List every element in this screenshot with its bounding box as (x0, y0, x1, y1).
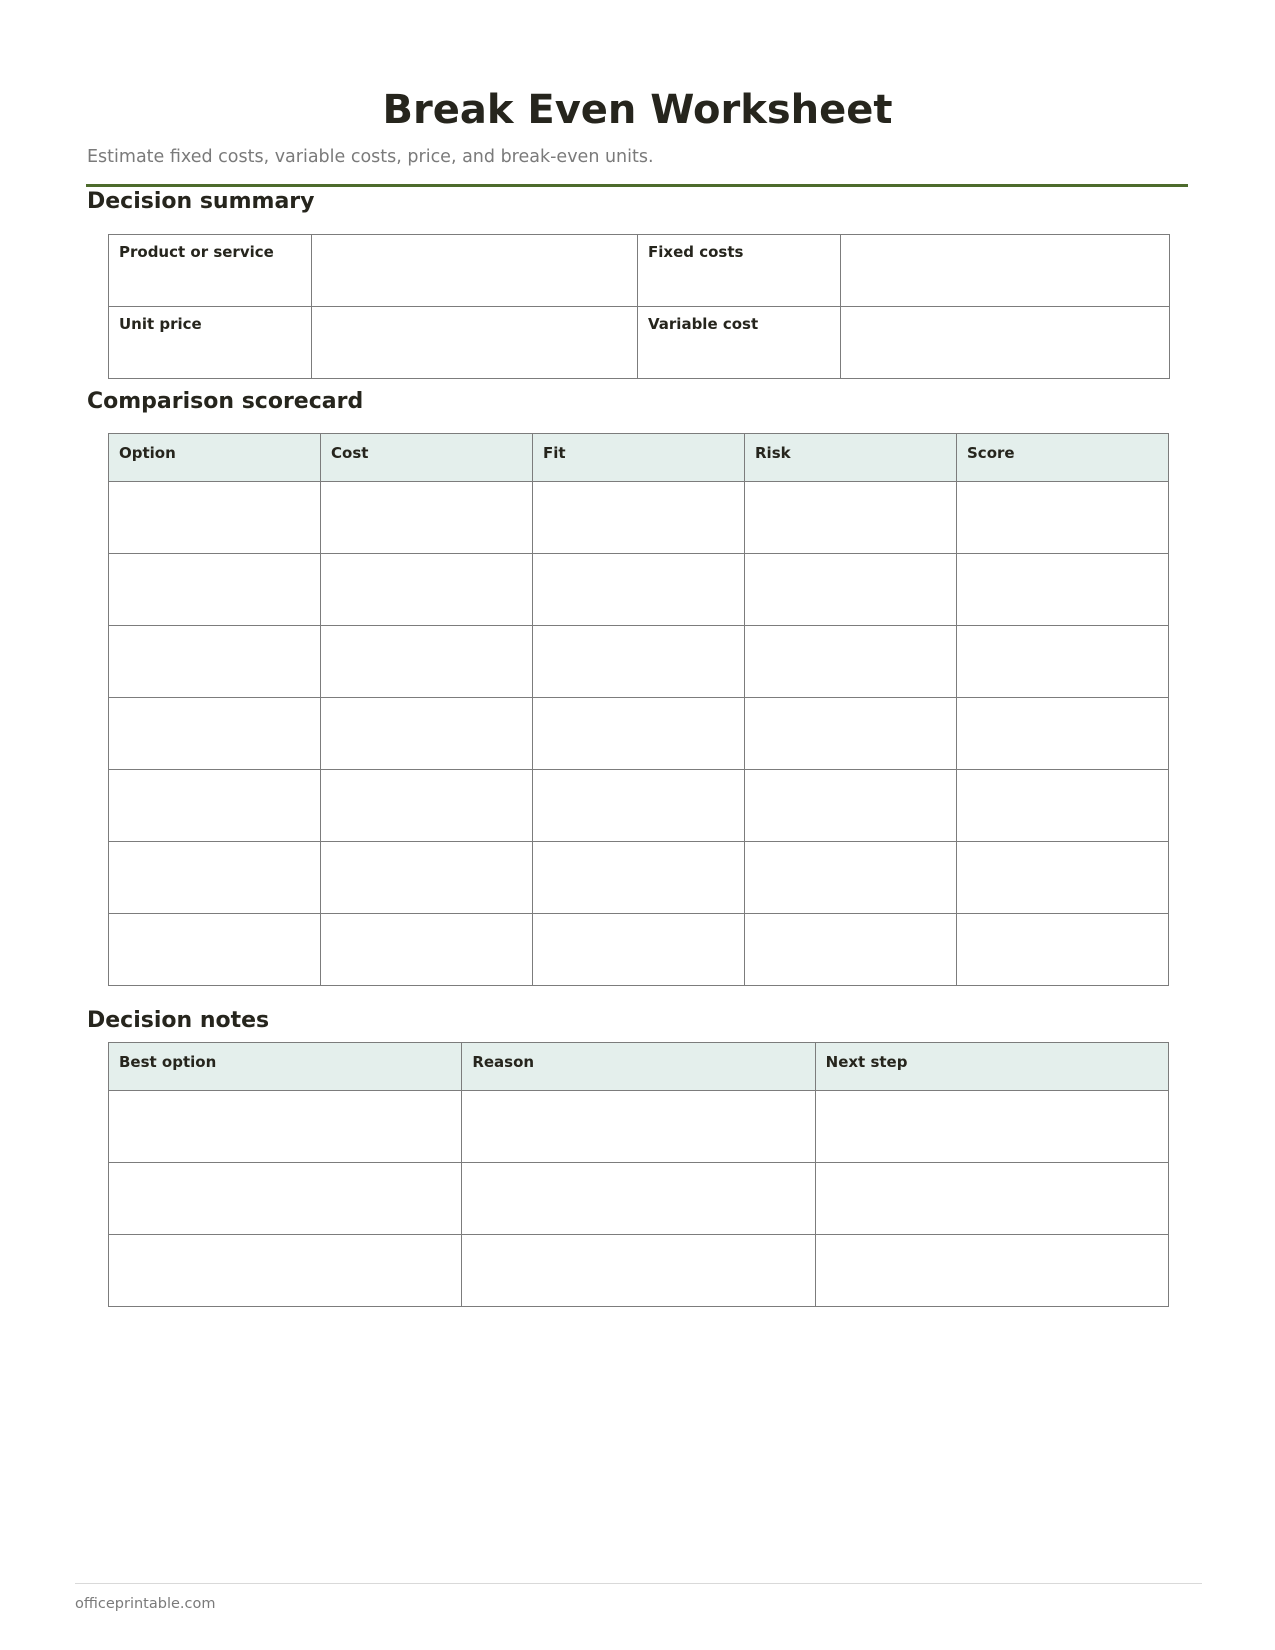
unit-price-field[interactable] (312, 307, 638, 379)
table-row (109, 1163, 1169, 1235)
table-cell[interactable] (462, 1235, 815, 1307)
table-cell[interactable] (109, 914, 321, 986)
column-header-option: Option (109, 434, 321, 482)
table-cell[interactable] (109, 842, 321, 914)
table-row (109, 770, 1169, 842)
footer-divider (75, 1583, 1202, 1584)
column-header-cost: Cost (321, 434, 533, 482)
table-row (109, 1091, 1169, 1163)
table-cell[interactable] (321, 698, 533, 770)
table-cell[interactable] (462, 1163, 815, 1235)
notes-header-row (109, 1043, 1169, 1091)
table-cell[interactable] (321, 626, 533, 698)
table-cell[interactable] (745, 770, 957, 842)
scorecard-header-row (109, 434, 1169, 482)
table-cell[interactable] (957, 698, 1169, 770)
column-header-fit: Fit (533, 434, 745, 482)
page-title: Break Even Worksheet (382, 87, 893, 133)
table-cell[interactable] (109, 1091, 462, 1163)
variable-cost-field[interactable] (841, 307, 1170, 379)
table-row (109, 626, 1169, 698)
summary-label-fixed-costs: Fixed costs (638, 235, 841, 307)
summary-label-variable-cost: Variable cost (638, 307, 841, 379)
table-cell[interactable] (109, 1163, 462, 1235)
table-cell[interactable] (745, 698, 957, 770)
table-cell[interactable] (321, 770, 533, 842)
page-subtitle: Estimate fixed costs, variable costs, price, and break-even units. (87, 147, 654, 167)
decision-notes-table (108, 1042, 1169, 1307)
column-header-score: Score (957, 434, 1169, 482)
table-cell[interactable] (109, 1235, 462, 1307)
table-row (109, 842, 1169, 914)
column-header-best-option: Best option (109, 1043, 462, 1091)
column-header-risk: Risk (745, 434, 957, 482)
table-cell[interactable] (957, 482, 1169, 554)
table-cell[interactable] (815, 1163, 1168, 1235)
summary-row (109, 235, 1170, 307)
product-or-service-field[interactable] (312, 235, 638, 307)
table-cell[interactable] (815, 1091, 1168, 1163)
table-cell[interactable] (533, 482, 745, 554)
summary-row (109, 307, 1170, 379)
table-cell[interactable] (109, 698, 321, 770)
column-header-reason: Reason (462, 1043, 815, 1091)
table-cell[interactable] (533, 842, 745, 914)
table-cell[interactable] (533, 698, 745, 770)
table-cell[interactable] (533, 770, 745, 842)
table-cell[interactable] (533, 554, 745, 626)
table-cell[interactable] (462, 1091, 815, 1163)
table-cell[interactable] (109, 770, 321, 842)
table-cell[interactable] (745, 482, 957, 554)
table-row (109, 482, 1169, 554)
footer-source: officeprintable.com (75, 1596, 216, 1612)
table-cell[interactable] (957, 770, 1169, 842)
decision-summary-heading: Decision summary (87, 189, 315, 214)
table-cell[interactable] (815, 1235, 1168, 1307)
summary-label-unit-price: Unit price (109, 307, 312, 379)
table-row (109, 1235, 1169, 1307)
table-row (109, 914, 1169, 986)
table-cell[interactable] (321, 914, 533, 986)
table-cell[interactable] (533, 626, 745, 698)
table-cell[interactable] (745, 554, 957, 626)
table-cell[interactable] (109, 626, 321, 698)
fixed-costs-field[interactable] (841, 235, 1170, 307)
table-cell[interactable] (109, 554, 321, 626)
table-cell[interactable] (745, 842, 957, 914)
table-cell[interactable] (321, 842, 533, 914)
table-cell[interactable] (957, 554, 1169, 626)
table-cell[interactable] (109, 482, 321, 554)
column-header-next-step: Next step (815, 1043, 1168, 1091)
header-divider (86, 184, 1188, 187)
comparison-scorecard-table (108, 433, 1169, 986)
table-cell[interactable] (957, 626, 1169, 698)
table-cell[interactable] (745, 914, 957, 986)
table-cell[interactable] (533, 914, 745, 986)
table-cell[interactable] (957, 842, 1169, 914)
decision-notes-heading: Decision notes (87, 1008, 270, 1033)
summary-label-product: Product or service (109, 235, 312, 307)
table-cell[interactable] (745, 626, 957, 698)
table-cell[interactable] (321, 554, 533, 626)
table-cell[interactable] (321, 482, 533, 554)
table-row (109, 698, 1169, 770)
table-row (109, 554, 1169, 626)
decision-summary-table (108, 234, 1170, 379)
table-cell[interactable] (957, 914, 1169, 986)
comparison-scorecard-heading: Comparison scorecard (87, 389, 364, 414)
